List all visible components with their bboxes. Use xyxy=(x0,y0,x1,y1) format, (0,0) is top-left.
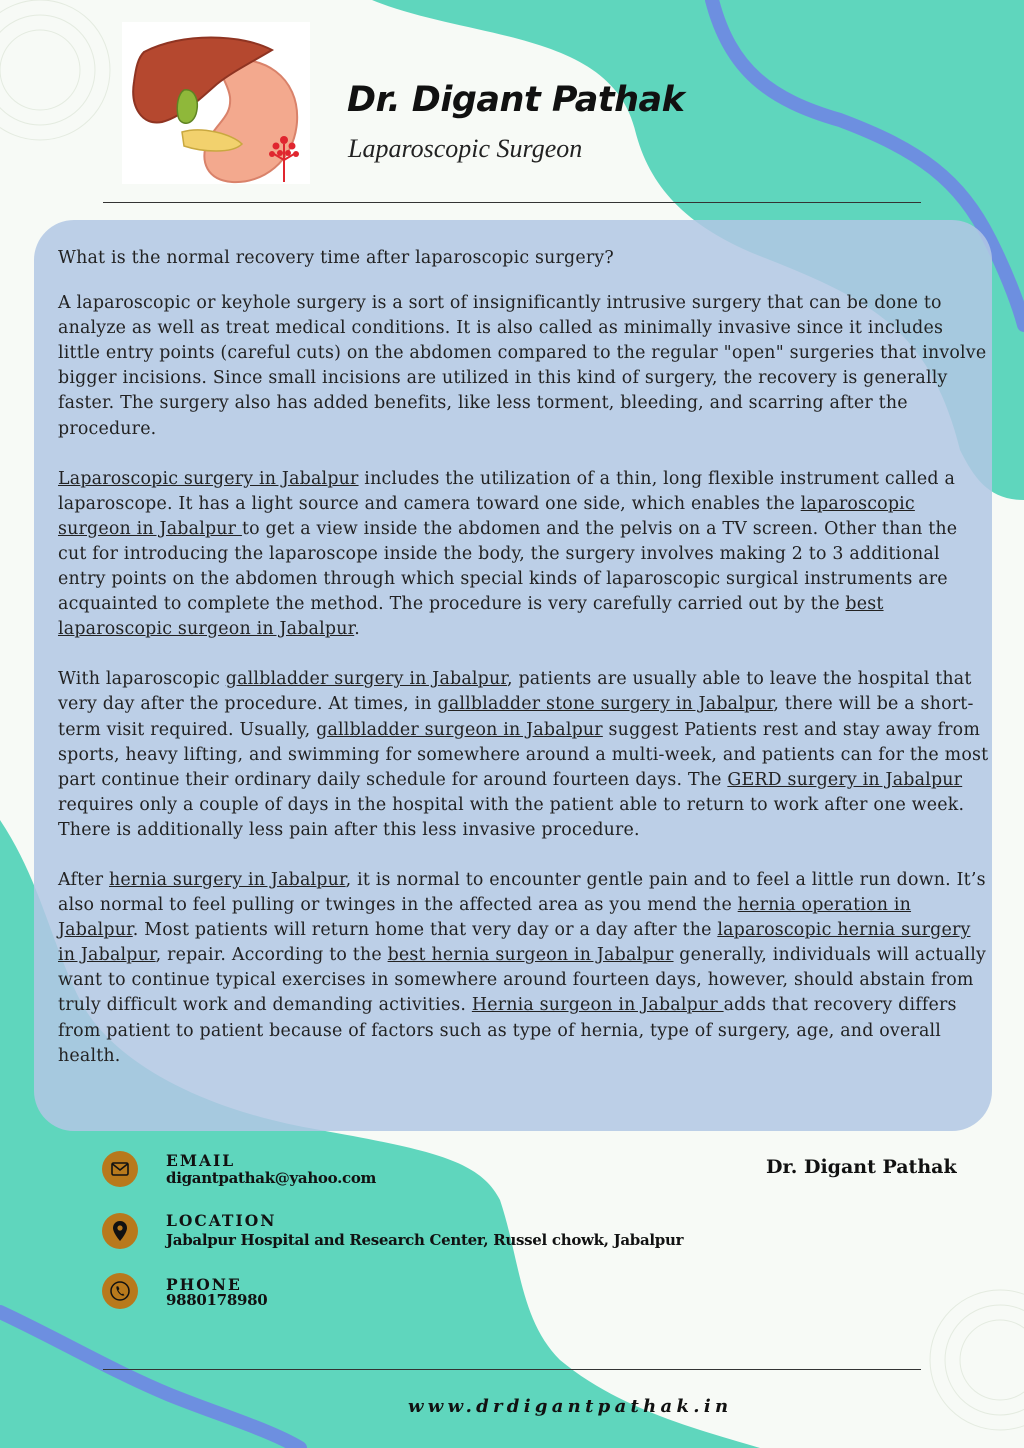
link-gallbladder-surgeon-jabalpur[interactable]: gallbladder surgeon in Jabalpur xyxy=(316,719,603,740)
website-link[interactable]: www.drdigantpathak.in xyxy=(408,1396,733,1417)
header-divider xyxy=(103,202,921,203)
link-laparoscopic-hernia-surgery-jabalpur[interactable]: laparoscopic hernia surgery in Jabalpur xyxy=(58,920,971,966)
phone-icon xyxy=(102,1273,138,1309)
email-value[interactable]: digantpathak@yahoo.com xyxy=(166,1169,377,1187)
paragraph-text: With laparoscopic xyxy=(58,669,226,690)
paragraph-text: to get a view inside the abdomen and the pelvis on a TV screen. Other than the cut for introducing the laparoscope inside the body, the surgery involves making 2 to 3 additional entry points on the abdomen through which special kinds of laparoscopic surgical instruments are acquainted to complete the method. The procedure is very carefully carried out by the xyxy=(58,518,958,615)
paragraph-intro: A laparoscopic or keyhole surgery is a sort of insignificantly intrusive surgery that can be done to analyze as well as treat medical conditions. It is also called as minimally invasive since it includes little entry points (careful cuts) on the abdomen compared to the regular "open" surgeries that involve bigger incisions. Since small incisions are utilized in this kind of surgery, the recovery is generally faster. The surgery also has added benefits, like less torment, bleeding, and scarring after the procedure. xyxy=(58,293,987,439)
doctor-name: Dr. Digant Pathak xyxy=(347,80,685,120)
mail-icon xyxy=(102,1151,138,1187)
paragraph-text: , there will be a short-term visit required. Usually, xyxy=(58,694,974,740)
paragraph-text: . xyxy=(354,619,360,640)
paragraph-laparoscope xyxy=(58,467,990,643)
location-value: Jabalpur Hospital and Research Center, Russel chowk, Jabalpur xyxy=(166,1231,684,1249)
paragraph-gallbladder xyxy=(58,667,990,843)
article-question: What is the normal recovery time after laparoscopic surgery? xyxy=(58,248,614,268)
link-gallbladder-stone-surgery-jabalpur[interactable]: gallbladder stone surgery in Jabalpur xyxy=(437,694,774,715)
phone-label: PHONE xyxy=(166,1275,242,1294)
paragraph-text: , it is normal to encounter gentle pain and to feel a little run down. It’s also normal to feel pulling or twinges in the affected area as you mend the xyxy=(58,869,986,916)
paragraph-text: includes the utilization of a thin, long flexible instrument called a laparoscope. It has a light source and camera toward one side, which enables the xyxy=(58,468,956,514)
link-best-laparoscopic-surgeon-jabalpur[interactable]: best laparoscopic surgeon in Jabalpur xyxy=(58,594,884,640)
paragraph-text: , patients are usually able to leave the hospital that very day after the procedure. At times, in xyxy=(58,669,972,715)
email-label: EMAIL xyxy=(166,1151,236,1170)
link-hernia-surgeon-jabalpur[interactable]: Hernia surgeon in Jabalpur xyxy=(471,995,724,1016)
paragraph-text: requires only a couple of days in the hospital with the patient able to return to work after one week. There is additionally less pain after this less invasive procedure. xyxy=(58,794,965,840)
link-laparoscopic-surgery-jabalpur[interactable]: Laparoscopic surgery in Jabalpur xyxy=(58,468,359,489)
paragraph-text: , repair. According to the xyxy=(155,945,388,966)
footer-divider xyxy=(103,1369,921,1370)
link-hernia-surgery-jabalpur[interactable]: hernia surgery in Jabalpur xyxy=(109,869,346,890)
signature-name: Dr. Digant Pathak xyxy=(766,1156,957,1178)
paragraph-text: adds that recovery differs from patient to patient because of factors such as type of hernia, type of surgery, age, and overall health. xyxy=(58,995,957,1066)
paragraph-text: . Most patients will return home that very day or a day after the xyxy=(132,920,718,941)
paragraph-hernia xyxy=(58,868,990,1069)
link-laparoscopic-surgeon-jabalpur[interactable]: laparoscopic surgeon in Jabalpur xyxy=(58,493,915,539)
liver-stomach-icon xyxy=(122,22,310,184)
article-body xyxy=(58,246,990,1094)
link-gallbladder-surgery-jabalpur[interactable]: gallbladder surgery in Jabalpur xyxy=(225,669,508,690)
phone-value[interactable]: 9880178980 xyxy=(166,1291,268,1309)
link-gerd-surgery-jabalpur[interactable]: GERD surgery in Jabalpur xyxy=(727,769,963,790)
doctor-title: Laparoscopic Surgeon xyxy=(348,134,583,163)
link-best-hernia-surgeon-jabalpur[interactable]: best hernia surgeon in Jabalpur xyxy=(387,945,674,966)
location-label: LOCATION xyxy=(166,1211,277,1230)
paragraph-text: generally, individuals will actually want to continue typical exercises in somewhere around fourteen days, however, should abstain from truly difficult work and demanding activities. xyxy=(58,945,987,1016)
logo-illustration xyxy=(122,22,310,184)
link-hernia-operation-jabalpur[interactable]: hernia operation in Jabalpur xyxy=(58,895,912,941)
location-pin-icon xyxy=(102,1213,138,1249)
paragraph-text: suggest Patients rest and stay away from sports, heavy lifting, and swimming for somewhere around a multi-week, and patients can for the most part continue their ordinary daily schedule for around fourteen days. The xyxy=(58,719,989,790)
paragraph-text: After xyxy=(58,869,110,890)
